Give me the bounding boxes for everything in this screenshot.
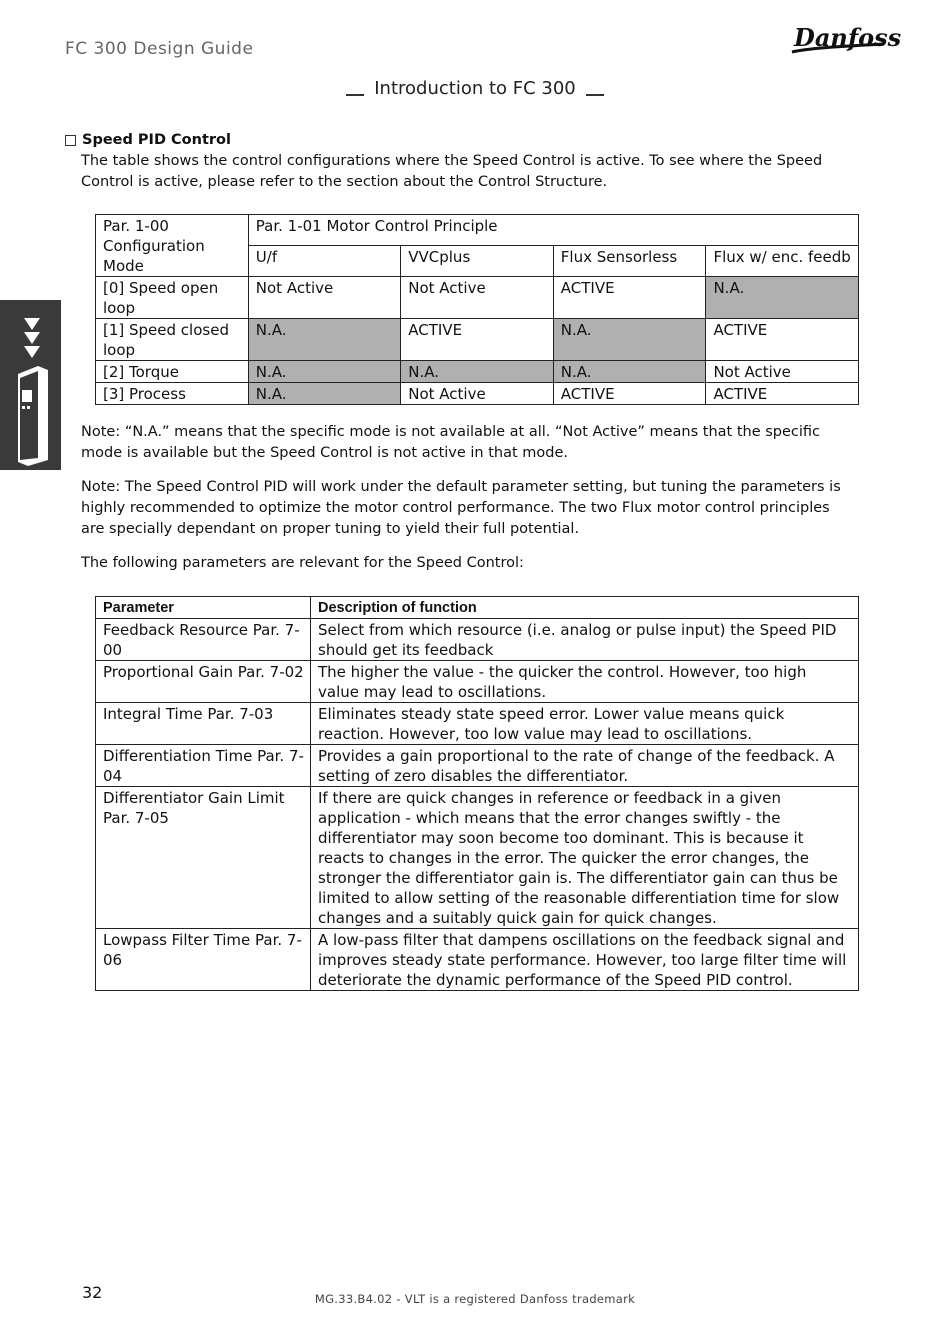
param-name: Proportional Gain Par. 7-02 bbox=[96, 661, 311, 703]
table-row bbox=[96, 703, 859, 745]
config-column-header: Flux Sensorless bbox=[553, 246, 706, 277]
param-description: If there are quick changes in reference or feedback in a given application - which means that the error changes swiftly - the differentiator may soon become too dominant. This is because it reacts to changes in the error. The quicker the error changes, the stronger the differentiator gain is. The differentiator gain can thus be limited to allow setting of the reasonable differentiation time for slow changes and a suitably quick gain for quick changes. bbox=[311, 787, 859, 929]
row-label: [0] Speed open loop bbox=[96, 277, 249, 319]
table-cell: N.A. bbox=[706, 277, 859, 319]
param-name: Integral Time Par. 7-03 bbox=[96, 703, 311, 745]
footer-text: MG.33.B4.02 - VLT is a registered Danfoss trademark bbox=[314, 1292, 636, 1306]
note-tuning: Note: The Speed Control PID will work under the default parameter setting, but tuning the parameters is highly recommended to optimize the motor control performance. The two Flux motor control principles are specially dependant on proper tuning to yield their full potential. bbox=[81, 479, 841, 537]
table-row bbox=[96, 383, 859, 405]
table-row bbox=[96, 745, 859, 787]
param-description: A low-pass filter that dampens oscillations on the feedback signal and improves steady state performance. However, too large filter time will deteriorate the dynamic performance of the Speed PID control. bbox=[311, 929, 859, 991]
table-cell: Not Active bbox=[401, 277, 554, 319]
svg-text:Danfoss: Danfoss bbox=[794, 23, 902, 52]
bullet-box-icon bbox=[65, 135, 76, 146]
speed-pid-section bbox=[65, 130, 825, 193]
config-table bbox=[95, 214, 859, 405]
table-cell: N.A. bbox=[553, 319, 706, 361]
document-title: FC 300 Design Guide bbox=[65, 39, 254, 59]
table-cell: ACTIVE bbox=[401, 319, 554, 361]
config-column-header: VVCplus bbox=[401, 246, 554, 277]
table-cell: ACTIVE bbox=[553, 277, 706, 319]
row-label: [2] Torque bbox=[96, 361, 249, 383]
note-na: Note: “N.A.” means that the specific mode is not available at all. “Not Active” means that the specific mode is available but the Speed Control is not active in that mode. bbox=[81, 424, 821, 461]
parameter-table bbox=[95, 596, 859, 991]
config-corner-cell: Par. 1-00 Configuration Mode bbox=[96, 215, 249, 277]
section-intro: The table shows the control configurations where the Speed Control is active. To see where the Speed Control is active, please refer to the section about the Control Structure. bbox=[81, 153, 823, 190]
param-description: Provides a gain proportional to the rate of change of the feedback. A setting of zero disables the differentiator. bbox=[311, 745, 859, 787]
table-cell: Not Active bbox=[401, 383, 554, 405]
table-cell: N.A. bbox=[401, 361, 554, 383]
relevant-params-intro: The following parameters are relevant for the Speed Control: bbox=[81, 555, 524, 571]
table-cell: Not Active bbox=[248, 277, 400, 319]
drive-arrows-icon bbox=[0, 300, 61, 470]
table-row bbox=[96, 361, 859, 383]
table-cell: Not Active bbox=[706, 361, 859, 383]
table-row bbox=[96, 319, 859, 361]
config-group-header: Par. 1-01 Motor Control Principle bbox=[248, 215, 858, 246]
param-name: Differentiation Time Par. 7-04 bbox=[96, 745, 311, 787]
page-number: 32 bbox=[82, 1283, 103, 1302]
table-cell: N.A. bbox=[248, 361, 400, 383]
table-cell: N.A. bbox=[248, 319, 400, 361]
chapter-side-tab bbox=[0, 300, 61, 470]
chapter-title: Introduction to FC 300 bbox=[0, 78, 950, 99]
param-description: Select from which resource (i.e. analog or pulse input) the Speed PID should get its feedback bbox=[311, 619, 859, 661]
param-name: Differentiator Gain Limit Par. 7-05 bbox=[96, 787, 311, 929]
table-cell: N.A. bbox=[248, 383, 400, 405]
param-description: The higher the value - the quicker the control. However, too high value may lead to oscillations. bbox=[311, 661, 859, 703]
param-name: Feedback Resource Par. 7-00 bbox=[96, 619, 311, 661]
table-row bbox=[96, 787, 859, 929]
param-description: Eliminates steady state speed error. Lower value means quick reaction. However, too low value may lead to oscillations. bbox=[311, 703, 859, 745]
description-header: Description of function bbox=[311, 597, 859, 619]
table-cell: ACTIVE bbox=[706, 383, 859, 405]
param-header: Parameter bbox=[96, 597, 311, 619]
table-row bbox=[96, 619, 859, 661]
row-label: [3] Process bbox=[96, 383, 249, 405]
table-cell: N.A. bbox=[553, 361, 706, 383]
param-name: Lowpass Filter Time Par. 7-06 bbox=[96, 929, 311, 991]
config-column-header: Flux w/ enc. feedb bbox=[706, 246, 859, 277]
danfoss-logo bbox=[788, 18, 902, 60]
table-row bbox=[96, 661, 859, 703]
table-row bbox=[96, 929, 859, 991]
table-cell: ACTIVE bbox=[706, 319, 859, 361]
config-column-header: U/f bbox=[248, 246, 400, 277]
table-cell: ACTIVE bbox=[553, 383, 706, 405]
table-row bbox=[96, 277, 859, 319]
row-label: [1] Speed closed loop bbox=[96, 319, 249, 361]
section-heading: Speed PID Control bbox=[82, 132, 231, 148]
